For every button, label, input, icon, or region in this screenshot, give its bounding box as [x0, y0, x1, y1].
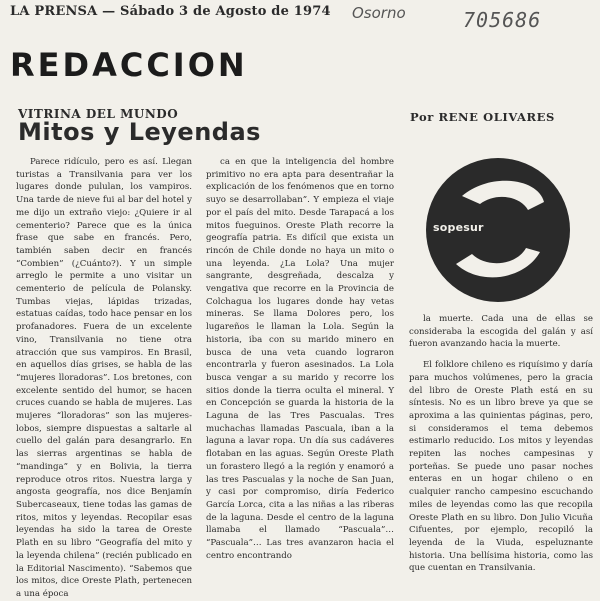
handwritten-place-note: Osorno	[352, 4, 406, 22]
article-column-3	[409, 313, 593, 575]
article-kicker: VITRINA DEL MUNDO	[18, 107, 179, 121]
section-title: REDACCION	[10, 46, 248, 84]
publication-dateline: LA PRENSA — Sábado 3 de Agosto de 1974	[10, 4, 331, 19]
article-headline: Mitos y Leyendas	[18, 118, 261, 146]
article-column-1	[16, 156, 192, 601]
article-paragraph: la muerte. Cada una de ellas se consideraba la escogida del galán y así fueron avanzando hacia la muerte.	[409, 314, 593, 350]
sopesur-logo	[405, 152, 597, 312]
article-column-2	[206, 156, 394, 563]
article-paragraph: ca en que la inteligencia del hombre primitivo no era apta para desentrañar la explicación de los fenómenos que en torno suyo se desarrollaban”. Y empieza el viaje por el país del mito. Desde Tarapacá a los mitos fueguinos. Oreste Plath recorre la geografía patria. Es difícil que exista un rincón de Chile donde no haya un mito o una leyenda. ¿La Lola? Una mujer sangrante, desgreñada, descalza y vengativa que recorre en la Provincia de Colchagua los lugares donde hay vetas mineras. Se llama Dolores pero, los lugareños le llaman la Lola. Según la historia, iba con su marido minero en busca de una veta cuando lograron encontrarla y fueron asesinados. La Lola busca vengar a su marido y recorre los sitios donde la tierra oculta el mineral. Y en Concepción se guarda la historia de la Laguna de las Tres Pascualas. Tres muchachas llamadas Pascuala, iban a la laguna a lavar ropa. Un día sus cadáveres flotaban en las aguas. Según Oreste Plath un forastero llegó a la región y enamoró a las tres Pascualas y la noche de San Juan, y casi por compromiso, diría Federico García Lorca, cita a las niñas a las riberas de la laguna. Desde el centro de la laguna llamaba el llamado “Pascuala”… “Pascuala”… Las tres avanzaron hacia el centro encontrando	[206, 157, 394, 561]
article-paragraph: Parece ridículo, pero es así. Llegan turistas a Transilvania para ver los lugares donde pululan, los vampiros. Una tarde de nieve fui al bar del hotel y me dijo un extraño viejo: ¿Quiere ir al cementerio? Parece que es la única frase que sabe en francés. Pero, también saben decir en francés “Combien” (¿Cuánto?). Y un simple arreglo le permite a uno visitar un cementerio de película de Polansky. Tumbas viejas, lápidas trizadas, estatuas caídas, todo hace pensar en los profanadores. Fuera de un excelente vino, Transilvania no tiene otra atracción que sus vampiros. En Brasil, en aquellos días grises, se habla de las “mujeres lloradoras”. Los bretones, con excelente sentido del humor, se hacen cruces cuando se habla de mujeres. Las mujeres “lloradoras” son las mujeres-lobos, siempre dispuestas a saltarle al cuello del galán para desangrarlo. En las sierras argentinas se habla de “mandinga” y en Bolivia, la tierra reproduce otros ritos. Nuestra larga y angosta geografía, nos dice Benjamín Subercaseaux, tiene todas las gamas de ritos, mitos y leyendas. Recopilar esas leyendas ha sido la tarea de Oreste Plath en su libro “Geografía del mito y la leyenda chilena” (recién publicado en la Editorial Nascimento). “Sabemos que los mitos, dice Oreste Plath, pertenecen a una época	[16, 157, 193, 599]
logo-text: sopesur	[433, 221, 484, 234]
handwritten-number-note: 705686	[463, 8, 542, 32]
article-paragraph: El folklore chileno es riquísimo y daría para muchos volúmenes, pero la gracia del libro de Oreste Plath está en su síntesis. No es un libro breve ya que se aproxima a las quinientas páginas, pero, si consideramos el tema debemos estimarlo reducido. Los mitos y leyendas repiten las noches campesinas y porteñas. Se puede uno pasar noches enteras en un hogar chileno o en cualquier rancho campesino escuchando miles de leyendas como las que recopila Oreste Plath en su libro. Don Julio Vicuña Cifuentes, por ejemplo, recopiló la leyenda de la Viuda, espeluznante historia. Una bellísima historia, como las que cuentan en Transilvania.	[409, 360, 593, 574]
article-byline: Por RENE OLIVARES	[410, 110, 555, 124]
